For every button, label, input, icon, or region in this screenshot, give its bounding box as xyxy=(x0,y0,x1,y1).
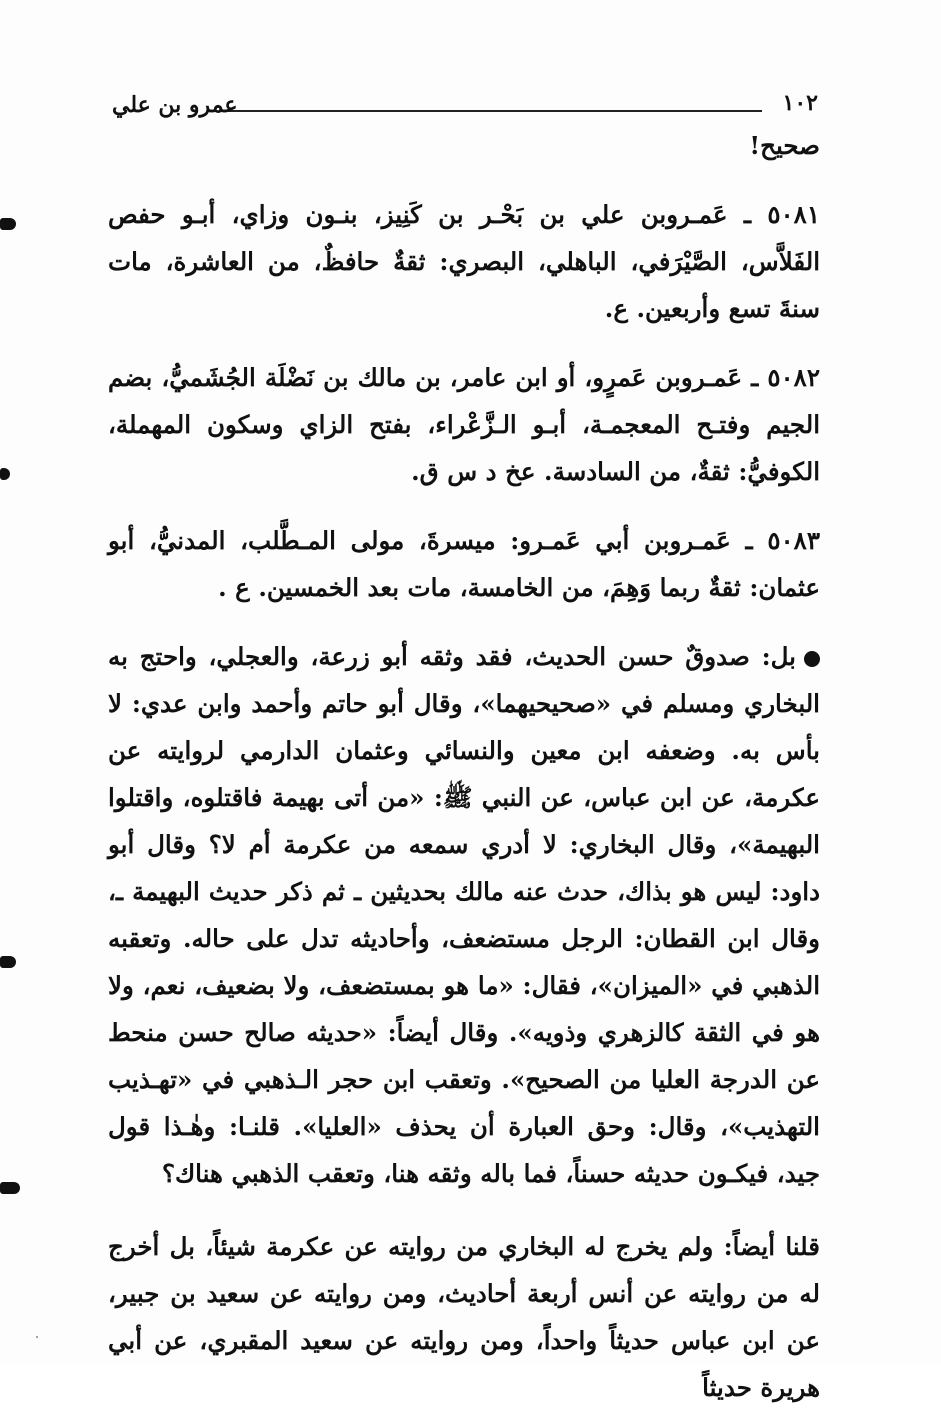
margin-tab-mark xyxy=(0,956,16,968)
margin-tab-mark xyxy=(0,1182,20,1194)
editor-commentary-continued: قلنا أيضاً: ولم يخرج له البخاري من روايته عن عكرمة شيئاً، بل أخرج له من روايته عن أنس أربعة أحاديث، ومن روايته عن سعيد بن جبير، عن ابن عباس حديثاً واحداً، ومن روايته عن سعيد المقبري، عن أبي هريرة حديثاً xyxy=(108,1232,820,1402)
editor-commentary xyxy=(108,633,820,1197)
entry-5082: ٥٠٨٢ ـ عَمـروبن عَمرٍو، أو ابن عامر، بن مالك بن نَضْلَة الجُشَميُّ، بضم الجيم وفتـح المعجمـة، أبـو الـزَّعْراء، بفتح الزاي وسكون المهملة، الكوفيُّ: ثقةٌ، من السادسة. عخ د س ق. xyxy=(108,363,820,486)
page-number: ١٠٢ xyxy=(782,90,818,116)
running-title: عمرو بن علي xyxy=(112,92,238,118)
entry-5081: ٥٠٨١ ـ عَمـروبن علي بن بَحْـر بن كَنِيز، بنـون وزاي، أبـو حفص الفَلاَّس، الصَّيْرَفي، الباهلي، البصري: ثقةٌ حافظٌ، من العاشرة، مات سنةَ تسع وأربعين. ع. xyxy=(108,200,820,323)
page-body xyxy=(108,122,820,1411)
entry-5083: ٥٠٨٣ ـ عَمـروبن أبي عَمـرو: ميسرةَ، مولى المـطَّلب، المدنيُّ، أبو عثمان: ثقةٌ ربما وَهِمَ، من الخامسة، مات بعد الخمسين. ع . xyxy=(108,526,820,602)
margin-tab-mark xyxy=(0,468,10,480)
scan-speck xyxy=(36,1336,38,1338)
previous-entry-ending: صحيح! xyxy=(749,131,820,160)
commentary-text: بل: صدوقٌ حسن الحديث، فقد وثقه أبو زرعة، والعجلي، واحتج به البخاري ومسلم في «صحيحيهما»، وقال أبو حاتم وأحمد وابن عدي: لا بأس به. وضعفه ابن معين والنسائي وعثمان الدارمي لروايته عن عكرمة، عن ابن عباس، عن النبي ﷺ: «من أتى بهيمة فاقتلوه، واقتلوا البهيمة»، وقال البخاري: لا أدري سمعه من عكرمة أم لا؟ وقال أبو داود: ليس هو بذاك، حدث عنه مالك بحديثين ـ ثم ذكر حديث البهيمة ـ، وقال ابن القطان: الرجل مستضعف، وأحاديثه تدل على حاله. وتعقبه الذهبي في «الميزان»، فقال: «ما هو بمستضعف، ولا بضعيف، نعم، ولا هو في الثقة كالزهري وذويه». وقال أيضاً: «حديثه صالح حسن منحط عن الدرجة العليا من الصحيح». وتعقب ابن حجر الـذهبي في «تهـذيب التهذيب»، وقال: وحق العبارة أن يحذف «العليا». قلنـا: وهٰـذا قول جيد، فيكـون حديثه حسناً، فما باله وثقه هنا، وتعقب الذهبي هناك؟ xyxy=(108,642,820,1188)
margin-tab-mark xyxy=(0,218,16,230)
bullet-icon xyxy=(804,651,820,667)
header-rule xyxy=(228,110,762,112)
